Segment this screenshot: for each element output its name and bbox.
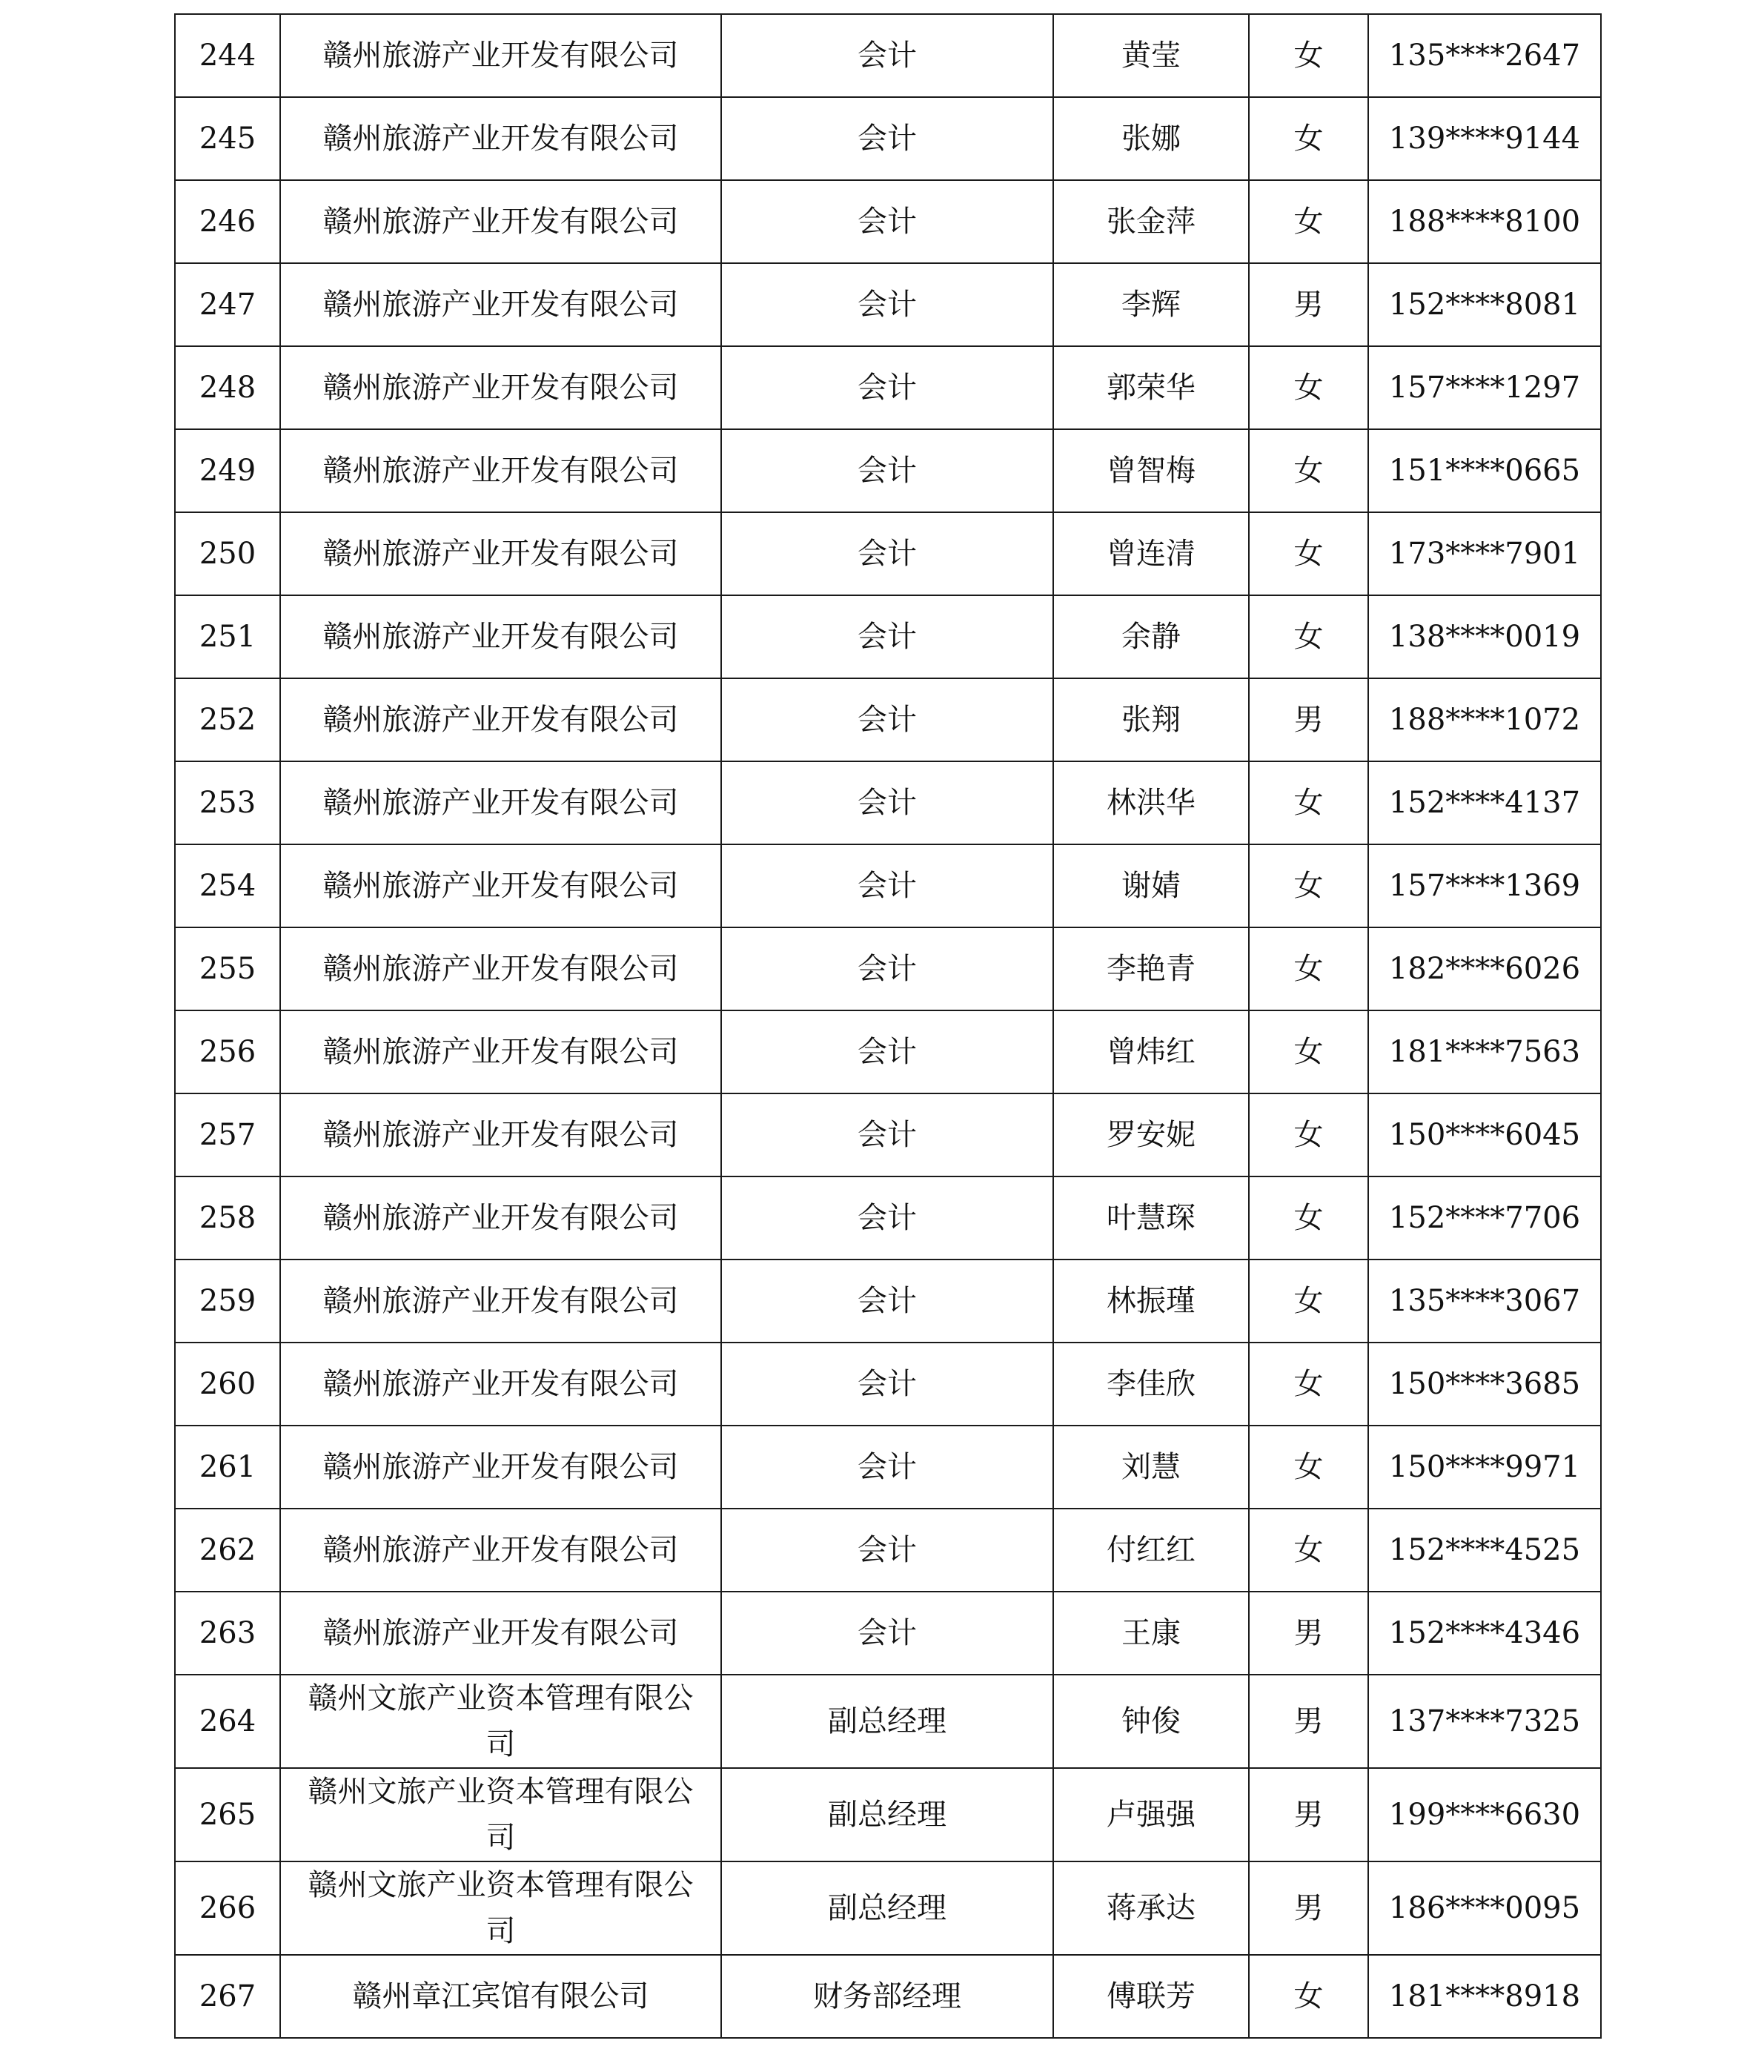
gender: 女 bbox=[1249, 595, 1368, 678]
company-name: 赣州旅游产业开发有限公司 bbox=[280, 512, 721, 595]
position: 财务部经理 bbox=[721, 1955, 1053, 2038]
position: 会计 bbox=[721, 1343, 1053, 1426]
table-row bbox=[175, 1768, 1601, 1861]
row-number: 265 bbox=[175, 1768, 280, 1861]
phone-number: 182****6026 bbox=[1368, 927, 1601, 1010]
row-number: 250 bbox=[175, 512, 280, 595]
phone-number: 152****4137 bbox=[1368, 761, 1601, 844]
position: 会计 bbox=[721, 1592, 1053, 1675]
company-name: 赣州旅游产业开发有限公司 bbox=[280, 1426, 721, 1509]
gender: 女 bbox=[1249, 1426, 1368, 1509]
phone-number: 173****7901 bbox=[1368, 512, 1601, 595]
company-name: 赣州章江宾馆有限公司 bbox=[280, 1955, 721, 2038]
person-name: 林振瑾 bbox=[1053, 1260, 1249, 1343]
phone-number: 157****1297 bbox=[1368, 346, 1601, 429]
person-name: 谢婧 bbox=[1053, 844, 1249, 927]
row-number: 259 bbox=[175, 1260, 280, 1343]
table-row bbox=[175, 1093, 1601, 1176]
phone-number: 152****4525 bbox=[1368, 1509, 1601, 1592]
row-number: 252 bbox=[175, 678, 280, 761]
row-number: 253 bbox=[175, 761, 280, 844]
position: 会计 bbox=[721, 761, 1053, 844]
row-number: 258 bbox=[175, 1176, 280, 1260]
phone-number: 135****2647 bbox=[1368, 14, 1601, 97]
person-name: 钟俊 bbox=[1053, 1675, 1249, 1768]
row-number: 248 bbox=[175, 346, 280, 429]
position: 副总经理 bbox=[721, 1861, 1053, 1955]
position: 会计 bbox=[721, 678, 1053, 761]
position: 会计 bbox=[721, 1426, 1053, 1509]
gender: 女 bbox=[1249, 512, 1368, 595]
company-name: 赣州旅游产业开发有限公司 bbox=[280, 927, 721, 1010]
gender: 男 bbox=[1249, 1768, 1368, 1861]
person-name: 李佳欣 bbox=[1053, 1343, 1249, 1426]
table-row bbox=[175, 1426, 1601, 1509]
table-row bbox=[175, 844, 1601, 927]
table-row bbox=[175, 1260, 1601, 1343]
gender: 女 bbox=[1249, 1010, 1368, 1093]
person-name: 郭荣华 bbox=[1053, 346, 1249, 429]
company-name: 赣州旅游产业开发有限公司 bbox=[280, 678, 721, 761]
table-row bbox=[175, 263, 1601, 346]
row-number: 254 bbox=[175, 844, 280, 927]
table-row bbox=[175, 512, 1601, 595]
table-row bbox=[175, 1343, 1601, 1426]
phone-number: 188****1072 bbox=[1368, 678, 1601, 761]
person-name: 林洪华 bbox=[1053, 761, 1249, 844]
phone-number: 139****9144 bbox=[1368, 97, 1601, 180]
position: 副总经理 bbox=[721, 1768, 1053, 1861]
company-name: 赣州旅游产业开发有限公司 bbox=[280, 263, 721, 346]
company-name: 赣州旅游产业开发有限公司 bbox=[280, 1093, 721, 1176]
gender: 女 bbox=[1249, 761, 1368, 844]
company-name: 赣州文旅产业资本管理有限公司 bbox=[280, 1675, 721, 1768]
table-row bbox=[175, 14, 1601, 97]
position: 会计 bbox=[721, 1509, 1053, 1592]
company-name: 赣州旅游产业开发有限公司 bbox=[280, 1260, 721, 1343]
gender: 女 bbox=[1249, 1093, 1368, 1176]
position: 会计 bbox=[721, 180, 1053, 263]
table-row bbox=[175, 1861, 1601, 1955]
phone-number: 151****0665 bbox=[1368, 429, 1601, 512]
gender: 女 bbox=[1249, 1260, 1368, 1343]
gender: 男 bbox=[1249, 1861, 1368, 1955]
person-name: 张翔 bbox=[1053, 678, 1249, 761]
position: 会计 bbox=[721, 263, 1053, 346]
person-name: 曾连清 bbox=[1053, 512, 1249, 595]
phone-number: 152****7706 bbox=[1368, 1176, 1601, 1260]
person-name: 付红红 bbox=[1053, 1509, 1249, 1592]
phone-number: 152****4346 bbox=[1368, 1592, 1601, 1675]
table-row bbox=[175, 761, 1601, 844]
person-name: 黄莹 bbox=[1053, 14, 1249, 97]
company-name: 赣州旅游产业开发有限公司 bbox=[280, 1176, 721, 1260]
phone-number: 150****9971 bbox=[1368, 1426, 1601, 1509]
position: 会计 bbox=[721, 1176, 1053, 1260]
gender: 女 bbox=[1249, 97, 1368, 180]
gender: 女 bbox=[1249, 429, 1368, 512]
company-name: 赣州旅游产业开发有限公司 bbox=[280, 761, 721, 844]
row-number: 247 bbox=[175, 263, 280, 346]
table-row bbox=[175, 97, 1601, 180]
gender: 女 bbox=[1249, 1955, 1368, 2038]
table-row bbox=[175, 429, 1601, 512]
person-name: 李辉 bbox=[1053, 263, 1249, 346]
gender: 女 bbox=[1249, 1176, 1368, 1260]
gender: 女 bbox=[1249, 14, 1368, 97]
person-name: 王康 bbox=[1053, 1592, 1249, 1675]
person-name: 蒋承达 bbox=[1053, 1861, 1249, 1955]
position: 会计 bbox=[721, 1010, 1053, 1093]
phone-number: 188****8100 bbox=[1368, 180, 1601, 263]
table-row bbox=[175, 927, 1601, 1010]
row-number: 244 bbox=[175, 14, 280, 97]
table-row bbox=[175, 1592, 1601, 1675]
position: 会计 bbox=[721, 429, 1053, 512]
row-number: 257 bbox=[175, 1093, 280, 1176]
person-name: 张娜 bbox=[1053, 97, 1249, 180]
gender: 男 bbox=[1249, 263, 1368, 346]
row-number: 260 bbox=[175, 1343, 280, 1426]
gender: 女 bbox=[1249, 180, 1368, 263]
table-row bbox=[175, 1509, 1601, 1592]
row-number: 264 bbox=[175, 1675, 280, 1768]
person-name: 卢强强 bbox=[1053, 1768, 1249, 1861]
gender: 男 bbox=[1249, 1675, 1368, 1768]
table-row bbox=[175, 595, 1601, 678]
position: 会计 bbox=[721, 1260, 1053, 1343]
person-name: 张金萍 bbox=[1053, 180, 1249, 263]
phone-number: 157****1369 bbox=[1368, 844, 1601, 927]
row-number: 245 bbox=[175, 97, 280, 180]
person-name: 余静 bbox=[1053, 595, 1249, 678]
gender: 男 bbox=[1249, 1592, 1368, 1675]
company-name: 赣州旅游产业开发有限公司 bbox=[280, 346, 721, 429]
company-name: 赣州旅游产业开发有限公司 bbox=[280, 844, 721, 927]
phone-number: 150****3685 bbox=[1368, 1343, 1601, 1426]
person-name: 叶慧琛 bbox=[1053, 1176, 1249, 1260]
table-row bbox=[175, 1955, 1601, 2038]
company-name: 赣州旅游产业开发有限公司 bbox=[280, 97, 721, 180]
table-row bbox=[175, 678, 1601, 761]
position: 会计 bbox=[721, 1093, 1053, 1176]
company-name: 赣州旅游产业开发有限公司 bbox=[280, 14, 721, 97]
company-name: 赣州旅游产业开发有限公司 bbox=[280, 595, 721, 678]
position: 副总经理 bbox=[721, 1675, 1053, 1768]
row-number: 262 bbox=[175, 1509, 280, 1592]
table-row bbox=[175, 180, 1601, 263]
table-row bbox=[175, 1010, 1601, 1093]
person-name: 曾炜红 bbox=[1053, 1010, 1249, 1093]
position: 会计 bbox=[721, 346, 1053, 429]
person-name: 李艳青 bbox=[1053, 927, 1249, 1010]
company-name: 赣州旅游产业开发有限公司 bbox=[280, 1592, 721, 1675]
phone-number: 181****8918 bbox=[1368, 1955, 1601, 2038]
phone-number: 199****6630 bbox=[1368, 1768, 1601, 1861]
position: 会计 bbox=[721, 14, 1053, 97]
position: 会计 bbox=[721, 927, 1053, 1010]
gender: 女 bbox=[1249, 1509, 1368, 1592]
row-number: 261 bbox=[175, 1426, 280, 1509]
row-number: 256 bbox=[175, 1010, 280, 1093]
row-number: 255 bbox=[175, 927, 280, 1010]
table-row bbox=[175, 1176, 1601, 1260]
phone-number: 150****6045 bbox=[1368, 1093, 1601, 1176]
position: 会计 bbox=[721, 97, 1053, 180]
table-row bbox=[175, 346, 1601, 429]
company-name: 赣州文旅产业资本管理有限公司 bbox=[280, 1768, 721, 1861]
row-number: 251 bbox=[175, 595, 280, 678]
phone-number: 186****0095 bbox=[1368, 1861, 1601, 1955]
gender: 女 bbox=[1249, 1343, 1368, 1426]
gender: 女 bbox=[1249, 927, 1368, 1010]
row-number: 267 bbox=[175, 1955, 280, 2038]
person-name: 刘慧 bbox=[1053, 1426, 1249, 1509]
phone-number: 181****7563 bbox=[1368, 1010, 1601, 1093]
company-name: 赣州旅游产业开发有限公司 bbox=[280, 180, 721, 263]
row-number: 263 bbox=[175, 1592, 280, 1675]
position: 会计 bbox=[721, 595, 1053, 678]
gender: 女 bbox=[1249, 346, 1368, 429]
phone-number: 152****8081 bbox=[1368, 263, 1601, 346]
company-name: 赣州旅游产业开发有限公司 bbox=[280, 429, 721, 512]
company-name: 赣州文旅产业资本管理有限公司 bbox=[280, 1861, 721, 1955]
phone-number: 135****3067 bbox=[1368, 1260, 1601, 1343]
gender: 女 bbox=[1249, 844, 1368, 927]
phone-number: 137****7325 bbox=[1368, 1675, 1601, 1768]
position: 会计 bbox=[721, 844, 1053, 927]
staff-table bbox=[174, 13, 1602, 2039]
company-name: 赣州旅游产业开发有限公司 bbox=[280, 1010, 721, 1093]
company-name: 赣州旅游产业开发有限公司 bbox=[280, 1509, 721, 1592]
phone-number: 138****0019 bbox=[1368, 595, 1601, 678]
person-name: 罗安妮 bbox=[1053, 1093, 1249, 1176]
person-name: 傅联芳 bbox=[1053, 1955, 1249, 2038]
gender: 男 bbox=[1249, 678, 1368, 761]
person-name: 曾智梅 bbox=[1053, 429, 1249, 512]
position: 会计 bbox=[721, 512, 1053, 595]
row-number: 266 bbox=[175, 1861, 280, 1955]
table-row bbox=[175, 1675, 1601, 1768]
row-number: 246 bbox=[175, 180, 280, 263]
row-number: 249 bbox=[175, 429, 280, 512]
company-name: 赣州旅游产业开发有限公司 bbox=[280, 1343, 721, 1426]
